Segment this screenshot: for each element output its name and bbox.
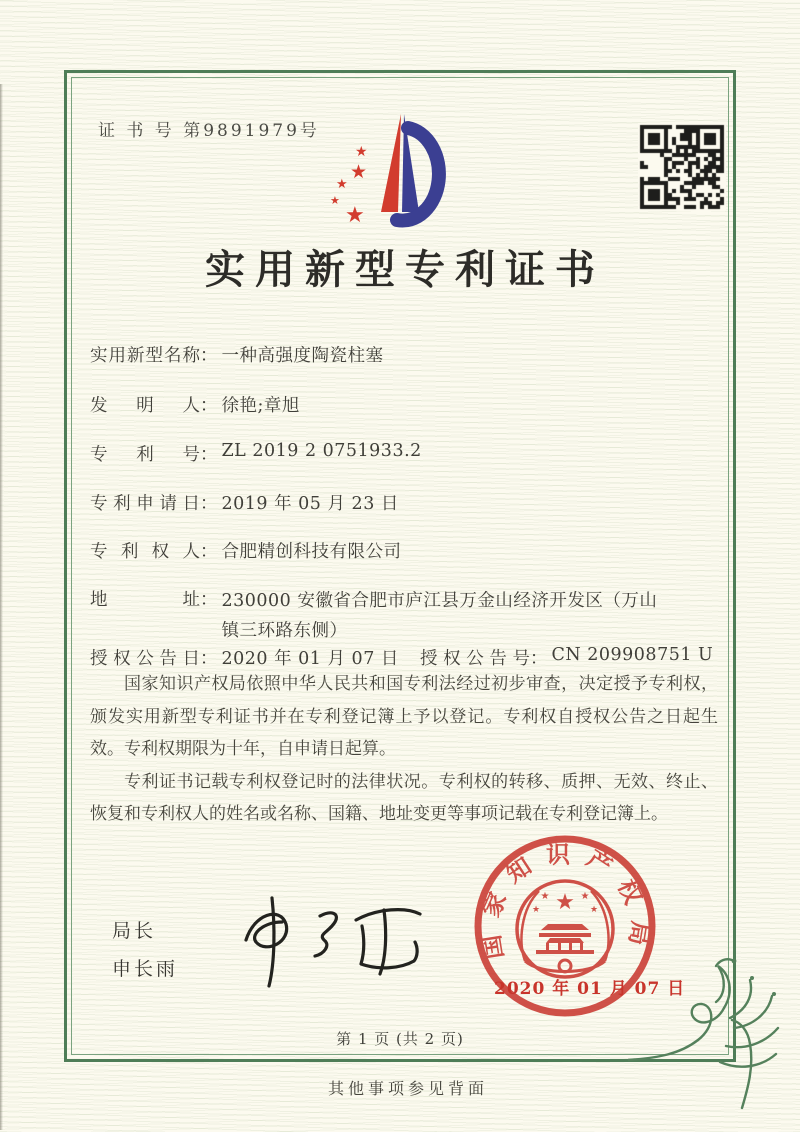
field-value: 2020 年 01 月 07 日 [221,649,399,669]
field-row-patentee [90,538,402,563]
svg-text:★: ★ [336,177,348,192]
field-value: 230000 安徽省合肥市庐江县万金山经济开发区（万山镇三环路东侧） [221,591,658,641]
cnipa-logo-icon [328,108,473,228]
field-row-name [90,342,384,367]
field-row-patent-number [90,441,422,466]
svg-text:★: ★ [345,203,365,228]
field-label: 授权公告号 [420,649,530,669]
field-colon: ： [530,649,548,669]
field-row-filing-date [90,490,399,515]
svg-text:★: ★ [589,905,599,915]
page-number: 第 1 页 (共 2 页) [336,1030,464,1048]
field-label: 实用新型名称 [90,346,200,366]
field-colon: ： [200,542,218,562]
field-label: 专利号 [90,445,200,465]
field-colon: ： [200,445,218,465]
svg-text:★: ★ [350,161,368,183]
legal-text-block [90,668,718,831]
svg-text:★: ★ [355,144,368,160]
director-signature [228,882,438,992]
field-value: 2019 年 05 月 23 日 [221,494,399,514]
field-label: 专利申请日 [90,494,200,514]
field-label: 授权公告日 [90,649,200,669]
field-colon: ： [200,396,218,416]
svg-text:★: ★ [531,905,541,915]
field-label: 发明人 [90,396,200,416]
svg-text:★: ★ [540,891,550,902]
field-value: ZL 2019 2 0751933.2 [221,441,422,461]
field-value: 徐艳;章旭 [221,396,300,416]
certificate-number: 证 书 号 第9891979号 [98,121,320,141]
field-row-inventor [90,392,300,417]
svg-text:★: ★ [580,891,590,902]
field-colon: ： [200,649,218,669]
qr-code [638,123,726,211]
field-value: 合肥精创科技有限公司 [221,542,402,562]
legal-paragraph-2: 专利证书记载专利权登记时的法律状况。专利权的转移、质押、无效、终止、恢复和专利权人的姓名或名称、国籍、地址变更等事项记载在专利登记簿上。 [90,771,718,824]
field-pair-grant-number [420,645,713,670]
certificate-title: 实用新型专利证书 [205,246,605,293]
legal-paragraph-1: 国家知识产权局依照中华人民共和国专利法经过初步审查，决定授予专利权，颁发实用新型专利证书并在专利登记簿上予以登记。专利权自授权公告之日起生效。专利权期限为十年，自申请日起算。 [90,674,718,759]
back-side-note: 其他事项参见背面 [327,1079,488,1098]
field-label: 地址 [90,590,200,610]
seal-date: 2020 年 01 月 07 日 [494,979,686,999]
seal-ring-text: 国家知识产权局 [474,839,656,962]
national-emblem-icon [517,881,613,977]
field-row-grant [90,645,720,670]
field-value: 一种高强度陶瓷柱塞 [221,346,384,366]
signer-name: 申长雨 [112,958,179,980]
signer-title: 局长 [112,920,157,942]
svg-text:★: ★ [555,890,575,915]
field-colon: ： [200,590,218,610]
field-colon: ： [200,346,218,366]
field-row-address [90,586,662,646]
svg-text:★: ★ [330,194,340,207]
field-colon: ： [200,494,218,514]
field-value: CN 209908751 U [551,645,714,665]
scan-edge-shadow [0,84,3,1130]
field-label: 专利权人 [90,542,200,562]
